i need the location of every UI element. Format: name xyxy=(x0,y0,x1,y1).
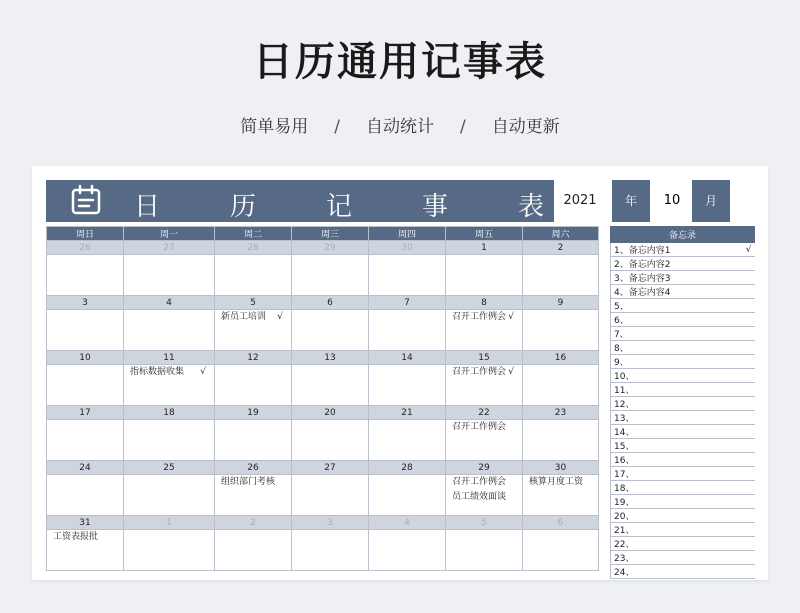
memo-check-mark xyxy=(735,257,755,271)
date-row xyxy=(47,351,599,365)
month-input[interactable]: 10 xyxy=(652,180,692,222)
memo-row[interactable] xyxy=(611,467,755,481)
memo-item-text[interactable]: 4、备忘内容4 xyxy=(611,285,735,299)
date-cell[interactable]: 9 xyxy=(523,296,599,310)
calendar-icon xyxy=(70,184,102,220)
memo-check-mark xyxy=(735,439,755,453)
date-row xyxy=(47,296,599,310)
event-cell[interactable] xyxy=(215,365,292,406)
memo-item-text[interactable]: 14、 xyxy=(611,425,735,439)
memo-item-text[interactable]: 1、备忘内容1 xyxy=(611,243,735,257)
memo-item-text[interactable]: 6、 xyxy=(611,313,735,327)
banner xyxy=(46,180,554,222)
weekday-header: 周五 xyxy=(446,227,523,241)
memo-check-mark xyxy=(735,523,755,537)
date-cell[interactable]: 19 xyxy=(215,406,292,420)
memo-check-mark xyxy=(735,327,755,341)
memo-item-text[interactable]: 22、 xyxy=(611,537,735,551)
memo-item-text[interactable]: 20、 xyxy=(611,509,735,523)
memo-row[interactable] xyxy=(611,355,755,369)
date-cell[interactable]: 17 xyxy=(47,406,124,420)
memo-row[interactable] xyxy=(611,565,755,579)
event-cell[interactable] xyxy=(523,475,599,516)
event-item[interactable] xyxy=(523,475,598,490)
memo-row[interactable] xyxy=(611,271,755,285)
event-item[interactable] xyxy=(446,420,522,435)
date-cell[interactable]: 22 xyxy=(446,406,523,420)
check-mark: √ xyxy=(508,312,514,322)
memo-item-text[interactable]: 11、 xyxy=(611,383,735,397)
memo-row[interactable] xyxy=(611,383,755,397)
event-cell[interactable] xyxy=(124,530,215,571)
memo-check-mark xyxy=(735,551,755,565)
event-cell[interactable] xyxy=(47,365,124,406)
memo-check-mark xyxy=(735,271,755,285)
memo-check-mark xyxy=(735,467,755,481)
date-cell[interactable]: 10 xyxy=(47,351,124,365)
event-cell[interactable] xyxy=(47,475,124,516)
event-item[interactable] xyxy=(446,490,522,505)
memo-row[interactable] xyxy=(611,285,755,299)
event-cell[interactable] xyxy=(292,530,369,571)
event-item[interactable] xyxy=(215,475,291,490)
event-cell[interactable] xyxy=(124,310,215,351)
weekday-header-row xyxy=(47,227,599,241)
event-cell[interactable] xyxy=(47,420,124,461)
memo-check-mark xyxy=(735,509,755,523)
check-mark: √ xyxy=(277,312,283,322)
date-cell[interactable]: 4 xyxy=(124,296,215,310)
memo-item-text[interactable]: 10、 xyxy=(611,369,735,383)
event-cell[interactable] xyxy=(215,420,292,461)
memo-item-text[interactable]: 23、 xyxy=(611,551,735,565)
event-cell[interactable] xyxy=(215,475,292,516)
date-cell[interactable]: 29 xyxy=(446,461,523,475)
event-item[interactable] xyxy=(446,310,522,325)
memo-row[interactable] xyxy=(611,243,755,257)
memo-item-text[interactable]: 19、 xyxy=(611,495,735,509)
memo-row[interactable] xyxy=(611,369,755,383)
date-cell[interactable]: 20 xyxy=(292,406,369,420)
date-cell[interactable]: 28 xyxy=(369,461,446,475)
memo-row[interactable] xyxy=(611,397,755,411)
event-text: 召开工作例会 xyxy=(452,422,507,432)
event-cell[interactable] xyxy=(215,255,292,296)
memo-row[interactable] xyxy=(611,453,755,467)
subtitle-item: 自动统计 xyxy=(366,117,434,137)
event-item[interactable] xyxy=(215,310,291,325)
memo-check-mark xyxy=(735,299,755,313)
memo-item-text[interactable]: 3、备忘内容3 xyxy=(611,271,735,285)
event-cell[interactable] xyxy=(292,310,369,351)
event-cell[interactable] xyxy=(369,530,446,571)
event-text: 工资表报批 xyxy=(53,532,99,542)
event-cell[interactable] xyxy=(446,420,523,461)
event-cell[interactable] xyxy=(369,310,446,351)
date-cell[interactable]: 25 xyxy=(124,461,215,475)
event-cell[interactable] xyxy=(369,255,446,296)
event-cell[interactable] xyxy=(446,310,523,351)
date-cell[interactable]: 23 xyxy=(523,406,599,420)
memo-row[interactable] xyxy=(611,537,755,551)
banner-title-char: 记 xyxy=(325,192,352,222)
subtitle xyxy=(0,112,800,137)
event-cell[interactable] xyxy=(523,255,599,296)
subtitle-separator: / xyxy=(334,117,340,137)
event-text: 召开工作例会 xyxy=(452,312,507,322)
date-row xyxy=(47,516,599,530)
check-mark: √ xyxy=(508,367,514,377)
memo-panel xyxy=(610,226,755,579)
memo-row[interactable] xyxy=(611,509,755,523)
event-cell[interactable] xyxy=(215,530,292,571)
banner-title-char: 事 xyxy=(421,192,448,222)
event-cell[interactable] xyxy=(292,475,369,516)
memo-check-mark xyxy=(735,285,755,299)
date-cell[interactable]: 13 xyxy=(292,351,369,365)
memo-item-text[interactable]: 9、 xyxy=(611,355,735,369)
memo-check-mark xyxy=(735,313,755,327)
date-cell[interactable]: 28 xyxy=(215,241,292,255)
check-mark: √ xyxy=(200,367,206,377)
memo-row[interactable] xyxy=(611,299,755,313)
date-cell[interactable]: 7 xyxy=(369,296,446,310)
memo-check-mark xyxy=(735,425,755,439)
memo-item-text[interactable]: 13、 xyxy=(611,411,735,425)
event-text: 召开工作例会 xyxy=(452,477,507,487)
date-cell[interactable]: 21 xyxy=(369,406,446,420)
date-cell[interactable]: 30 xyxy=(523,461,599,475)
event-row xyxy=(47,420,599,461)
weekday-header: 周一 xyxy=(124,227,215,241)
banner-title xyxy=(134,186,544,223)
date-cell[interactable]: 27 xyxy=(292,461,369,475)
event-cell[interactable] xyxy=(523,310,599,351)
date-cell[interactable]: 26 xyxy=(47,241,124,255)
event-item[interactable] xyxy=(446,475,522,490)
event-cell[interactable] xyxy=(47,530,124,571)
date-cell[interactable]: 5 xyxy=(215,296,292,310)
date-cell[interactable]: 1 xyxy=(124,516,215,530)
memo-row[interactable] xyxy=(611,257,755,271)
event-row xyxy=(47,475,599,516)
memo-check-mark xyxy=(735,411,755,425)
event-cell[interactable] xyxy=(523,420,599,461)
event-cell[interactable] xyxy=(292,255,369,296)
date-cell[interactable]: 18 xyxy=(124,406,215,420)
memo-row[interactable] xyxy=(611,551,755,565)
event-text: 核算月度工资 xyxy=(529,477,584,487)
memo-row[interactable] xyxy=(611,425,755,439)
memo-check-mark xyxy=(735,355,755,369)
event-cell[interactable] xyxy=(369,475,446,516)
event-cell[interactable] xyxy=(124,475,215,516)
event-row xyxy=(47,310,599,351)
event-cell[interactable] xyxy=(124,365,215,406)
weekday-header: 周日 xyxy=(47,227,124,241)
event-text: 新员工培训 xyxy=(221,312,267,322)
banner-title-char: 历 xyxy=(229,192,256,222)
memo-item-text[interactable]: 21、 xyxy=(611,523,735,537)
event-cell[interactable] xyxy=(47,255,124,296)
date-cell[interactable]: 2 xyxy=(523,241,599,255)
subtitle-separator: / xyxy=(460,117,466,137)
date-cell[interactable]: 24 xyxy=(47,461,124,475)
memo-header: 备忘录 xyxy=(611,227,755,243)
event-text: 召开工作例会 xyxy=(452,367,507,377)
weekday-header: 周四 xyxy=(369,227,446,241)
event-cell[interactable] xyxy=(124,420,215,461)
date-cell[interactable]: 29 xyxy=(292,241,369,255)
date-cell[interactable]: 30 xyxy=(369,241,446,255)
subtitle-item: 简单易用 xyxy=(240,117,309,137)
memo-row[interactable] xyxy=(611,341,755,355)
weekday-header: 周六 xyxy=(523,227,599,241)
event-item[interactable] xyxy=(124,365,214,380)
date-cell[interactable]: 11 xyxy=(124,351,215,365)
event-cell[interactable] xyxy=(369,365,446,406)
event-cell[interactable] xyxy=(446,255,523,296)
event-cell[interactable] xyxy=(215,310,292,351)
date-row xyxy=(47,461,599,475)
memo-item-text[interactable]: 5、 xyxy=(611,299,735,313)
year-label: 年 xyxy=(612,180,650,222)
event-cell[interactable] xyxy=(292,420,369,461)
date-cell[interactable]: 1 xyxy=(446,241,523,255)
event-row xyxy=(47,365,599,406)
event-row xyxy=(47,530,599,571)
memo-item-text[interactable]: 7、 xyxy=(611,327,735,341)
memo-item-text[interactable]: 17、 xyxy=(611,467,735,481)
event-row xyxy=(47,255,599,296)
date-cell[interactable]: 5 xyxy=(446,516,523,530)
event-cell[interactable] xyxy=(523,365,599,406)
memo-check-mark xyxy=(735,495,755,509)
memo-check-mark xyxy=(735,453,755,467)
memo-check-mark xyxy=(735,341,755,355)
date-cell[interactable]: 3 xyxy=(47,296,124,310)
memo-row[interactable] xyxy=(611,495,755,509)
memo-row[interactable] xyxy=(611,523,755,537)
event-cell[interactable] xyxy=(47,310,124,351)
memo-check-mark xyxy=(735,565,755,579)
date-cell[interactable]: 4 xyxy=(369,516,446,530)
date-cell[interactable]: 16 xyxy=(523,351,599,365)
date-cell[interactable]: 6 xyxy=(292,296,369,310)
memo-check-mark xyxy=(735,481,755,495)
event-item[interactable] xyxy=(47,530,123,545)
month-label: 月 xyxy=(692,180,730,222)
subtitle-item: 自动更新 xyxy=(491,117,560,137)
banner-title-char: 表 xyxy=(517,192,544,222)
event-cell[interactable] xyxy=(523,530,599,571)
date-cell[interactable]: 8 xyxy=(446,296,523,310)
weekday-header: 周三 xyxy=(292,227,369,241)
memo-item-text[interactable]: 18、 xyxy=(611,481,735,495)
date-row xyxy=(47,241,599,255)
event-cell[interactable] xyxy=(369,420,446,461)
memo-check-mark xyxy=(735,383,755,397)
memo-item-text[interactable]: 16、 xyxy=(611,453,735,467)
event-text: 员工绩效面谈 xyxy=(452,492,507,502)
memo-check-mark xyxy=(735,369,755,383)
date-cell[interactable]: 14 xyxy=(369,351,446,365)
event-text: 组织部门考核 xyxy=(221,477,276,487)
event-cell[interactable] xyxy=(446,365,523,406)
date-cell[interactable]: 31 xyxy=(47,516,124,530)
memo-item-text[interactable]: 12、 xyxy=(611,397,735,411)
page-title: 日历通用记事表 xyxy=(253,39,547,85)
calendar-grid xyxy=(46,226,599,571)
memo-item-text[interactable]: 15、 xyxy=(611,439,735,453)
event-text: 指标数据收集 xyxy=(130,367,185,377)
event-cell[interactable] xyxy=(124,255,215,296)
memo-row[interactable] xyxy=(611,481,755,495)
memo-row[interactable] xyxy=(611,313,755,327)
date-cell[interactable]: 2 xyxy=(215,516,292,530)
date-cell[interactable]: 12 xyxy=(215,351,292,365)
event-cell[interactable] xyxy=(446,530,523,571)
memo-item-text[interactable]: 8、 xyxy=(611,341,735,355)
memo-check-mark xyxy=(735,397,755,411)
memo-row[interactable] xyxy=(611,327,755,341)
memo-item-text[interactable]: 2、备忘内容2 xyxy=(611,257,735,271)
date-cell[interactable]: 3 xyxy=(292,516,369,530)
memo-row[interactable] xyxy=(611,439,755,453)
year-input[interactable]: 2021 xyxy=(555,180,605,222)
calendar-sheet xyxy=(32,166,768,580)
event-cell[interactable] xyxy=(292,365,369,406)
weekday-header: 周二 xyxy=(215,227,292,241)
event-item[interactable] xyxy=(446,365,522,380)
banner-title-char: 日 xyxy=(134,192,161,222)
memo-check-mark: √ xyxy=(735,243,755,257)
memo-item-text[interactable]: 24、 xyxy=(611,565,735,579)
date-cell[interactable]: 27 xyxy=(124,241,215,255)
date-cell[interactable]: 15 xyxy=(446,351,523,365)
event-cell[interactable] xyxy=(446,475,523,516)
memo-row[interactable] xyxy=(611,411,755,425)
date-row xyxy=(47,406,599,420)
memo-check-mark xyxy=(735,537,755,551)
date-cell[interactable]: 26 xyxy=(215,461,292,475)
date-cell[interactable]: 6 xyxy=(523,516,599,530)
